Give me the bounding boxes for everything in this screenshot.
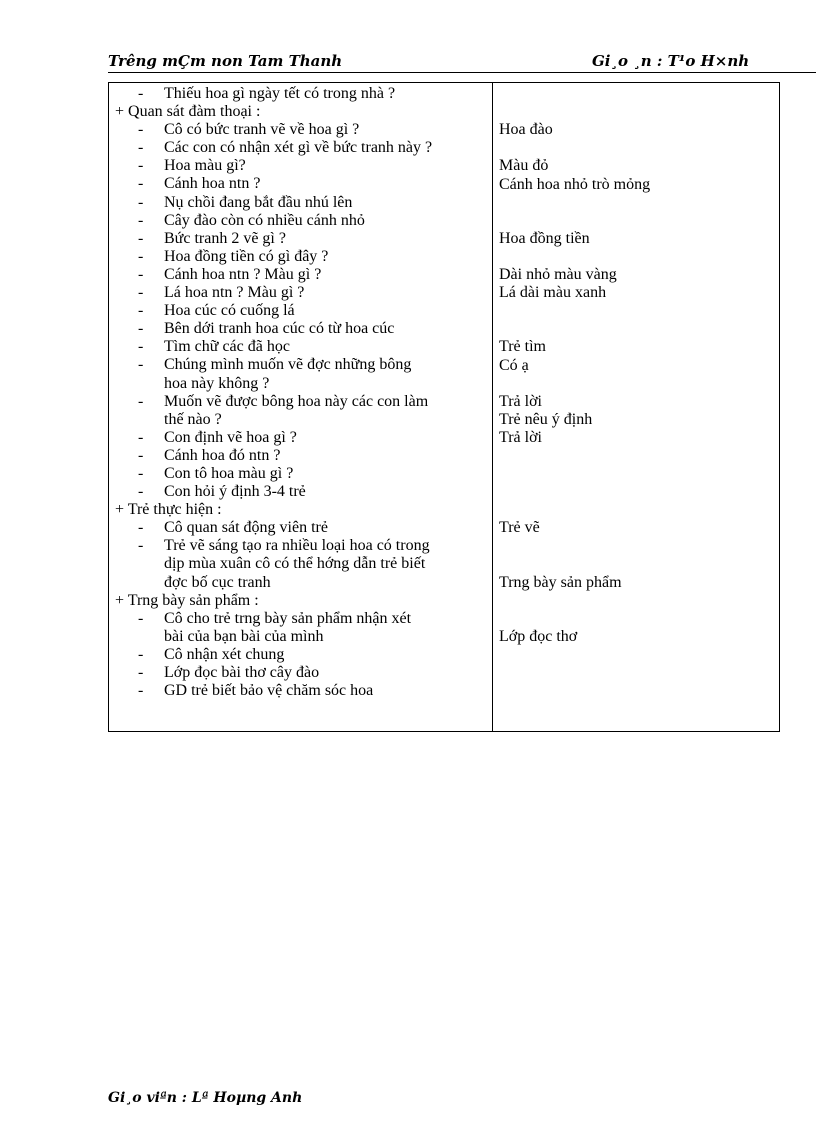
line-text: Lá hoa ntn ? Màu gì ? <box>164 284 305 302</box>
school-name: Trêng mÇm non Tam Thanh <box>108 52 343 70</box>
activity-line <box>109 574 492 592</box>
activity-line <box>109 212 492 230</box>
child-response: Hoa đào <box>499 121 553 139</box>
activity-line <box>109 537 492 555</box>
activity-line <box>109 85 492 103</box>
line-text: Con định vẽ hoa gì ? <box>164 428 297 446</box>
bullet-dash: - <box>138 121 144 139</box>
child-response: Trả lời <box>499 392 542 410</box>
bullet-dash: - <box>138 392 144 410</box>
activity-line <box>109 338 492 356</box>
activity-line <box>109 628 492 646</box>
line-text: Cô cho trẻ trng bày sản phẩm nhận xét <box>164 609 412 627</box>
line-text: Cô có bức tranh vẽ về hoa gì ? <box>164 121 360 139</box>
bullet-dash: - <box>138 428 144 446</box>
activity-line <box>109 375 492 393</box>
activity-line <box>109 302 492 320</box>
activity-line <box>109 483 492 501</box>
activity-line <box>109 320 492 338</box>
bullet-dash: - <box>138 302 144 320</box>
activity-line <box>109 646 492 664</box>
activity-line <box>109 393 492 411</box>
activity-line <box>109 664 492 682</box>
line-text: Trẻ vẽ sáng tạo ra nhiều loại hoa có trong <box>164 537 430 555</box>
child-response: Cánh hoa nhỏ trò mỏng <box>499 175 651 193</box>
line-text: Cánh hoa ntn ? <box>164 175 261 193</box>
bullet-dash: - <box>138 320 144 338</box>
line-text: Hoa đồng tiền có gì đây ? <box>164 247 329 265</box>
activity-line <box>109 266 492 284</box>
lesson-table <box>108 82 780 732</box>
line-text: Hoa cúc có cuống lá <box>164 302 295 320</box>
bullet-dash: - <box>138 157 144 175</box>
child-response: Lá dài màu xanh <box>499 284 607 302</box>
line-text: Thiếu hoa gì ngày tết có trong nhà ? <box>164 85 396 102</box>
line-text: Lớp đọc bài thơ cây đào <box>164 664 320 681</box>
line-text: Con hỏi ý định 3-4 trẻ <box>164 483 306 501</box>
line-text: đợc bố cục tranh <box>164 573 271 591</box>
activity-line <box>109 519 492 537</box>
bullet-dash: - <box>138 211 144 229</box>
activity-line <box>109 429 492 447</box>
line-text: Các con có nhận xét gì về bức tranh này ? <box>164 139 433 157</box>
child-response: Màu đỏ <box>499 157 549 175</box>
activity-line <box>109 157 492 175</box>
activity-line <box>109 175 492 193</box>
line-text: Chúng mình muốn vẽ đợc những bông <box>164 356 412 374</box>
activity-line <box>109 194 492 212</box>
child-response: Trả lời <box>499 428 542 446</box>
section-heading <box>109 501 492 519</box>
bullet-dash: - <box>138 483 144 501</box>
line-text: Cây đào còn có nhiều cánh nhỏ <box>164 211 365 229</box>
line-text: thế nào ? <box>164 410 222 428</box>
bullet-dash: - <box>138 609 144 627</box>
child-response: Trng bày sản phẩm <box>499 573 622 591</box>
teacher-name: Gi¸o viªn : Lª Hoµng Anh <box>108 1090 303 1106</box>
bullet-dash: - <box>138 284 144 302</box>
bullet-dash: - <box>138 193 144 211</box>
line-text: hoa này không ? <box>164 374 270 392</box>
bullet-dash: - <box>138 645 144 663</box>
line-text: + Trng bày sản phẩm : <box>115 591 259 609</box>
line-text: Cánh hoa ntn ? Màu gì ? <box>164 265 322 283</box>
activity-line <box>109 682 492 700</box>
activity-line <box>109 230 492 248</box>
page-header <box>108 50 816 73</box>
bullet-dash: - <box>138 85 144 102</box>
activity-line <box>109 465 492 483</box>
activity-line <box>109 447 492 465</box>
line-text: Nụ chồi đang bắt đầu nhú lên <box>164 193 353 211</box>
line-text: + Trẻ thực hiện : <box>115 501 222 519</box>
bullet-dash: - <box>138 338 144 356</box>
activity-column <box>109 85 492 700</box>
bullet-dash: - <box>138 664 144 681</box>
lesson-plan-title: Gi¸o ¸n : T¹o H×nh <box>592 52 750 70</box>
child-response: Dài nhỏ màu vàng <box>499 266 617 283</box>
activity-line <box>109 555 492 573</box>
bullet-dash: - <box>138 519 144 537</box>
bullet-dash: - <box>138 682 144 700</box>
activity-line <box>109 121 492 139</box>
line-text: Bức tranh 2 vẽ gì ? <box>164 229 286 247</box>
bullet-dash: - <box>138 446 144 464</box>
bullet-dash: - <box>138 265 144 283</box>
line-text: Hoa màu gì? <box>164 157 246 175</box>
child-response: Trẻ nêu ý định <box>499 410 593 428</box>
bullet-dash: - <box>138 537 144 555</box>
section-heading <box>109 592 492 610</box>
line-text: Cánh hoa đó ntn ? <box>164 446 281 464</box>
bullet-dash: - <box>138 139 144 157</box>
section-heading <box>109 103 492 121</box>
activity-line <box>109 411 492 429</box>
line-text: Bên dới tranh hoa cúc có từ hoa cúc <box>164 320 395 338</box>
bullet-dash: - <box>138 464 144 482</box>
activity-line <box>109 356 492 374</box>
column-divider <box>492 83 493 731</box>
line-text: Cô quan sát động viên trẻ <box>164 519 328 537</box>
line-text: Cô nhận xét chung <box>164 645 285 663</box>
line-text: + Quan sát đàm thoại : <box>115 103 261 121</box>
line-text: Tìm chữ các đã học <box>164 338 290 356</box>
line-text: Muốn vẽ được bông hoa này các con làm <box>164 392 429 410</box>
child-response: Trẻ vẽ <box>499 519 540 537</box>
line-text: bài của bạn bài của mình <box>164 627 324 645</box>
bullet-dash: - <box>138 175 144 193</box>
activity-line <box>109 139 492 157</box>
child-response: Trẻ tìm <box>499 338 546 356</box>
line-text: dịp mùa xuân cô có thể hớng dẫn trẻ biết <box>164 555 426 573</box>
child-response: Hoa đồng tiền <box>499 229 590 247</box>
child-response: Có ạ <box>499 356 529 374</box>
bullet-dash: - <box>138 229 144 247</box>
bullet-dash: - <box>138 356 144 374</box>
line-text: GD trẻ biết bảo vệ chăm sóc hoa <box>164 682 374 700</box>
activity-line <box>109 248 492 266</box>
child-response: Lớp đọc thơ <box>499 628 578 645</box>
activity-line <box>109 610 492 628</box>
bullet-dash: - <box>138 247 144 265</box>
activity-line <box>109 284 492 302</box>
line-text: Con tô hoa màu gì ? <box>164 464 294 482</box>
